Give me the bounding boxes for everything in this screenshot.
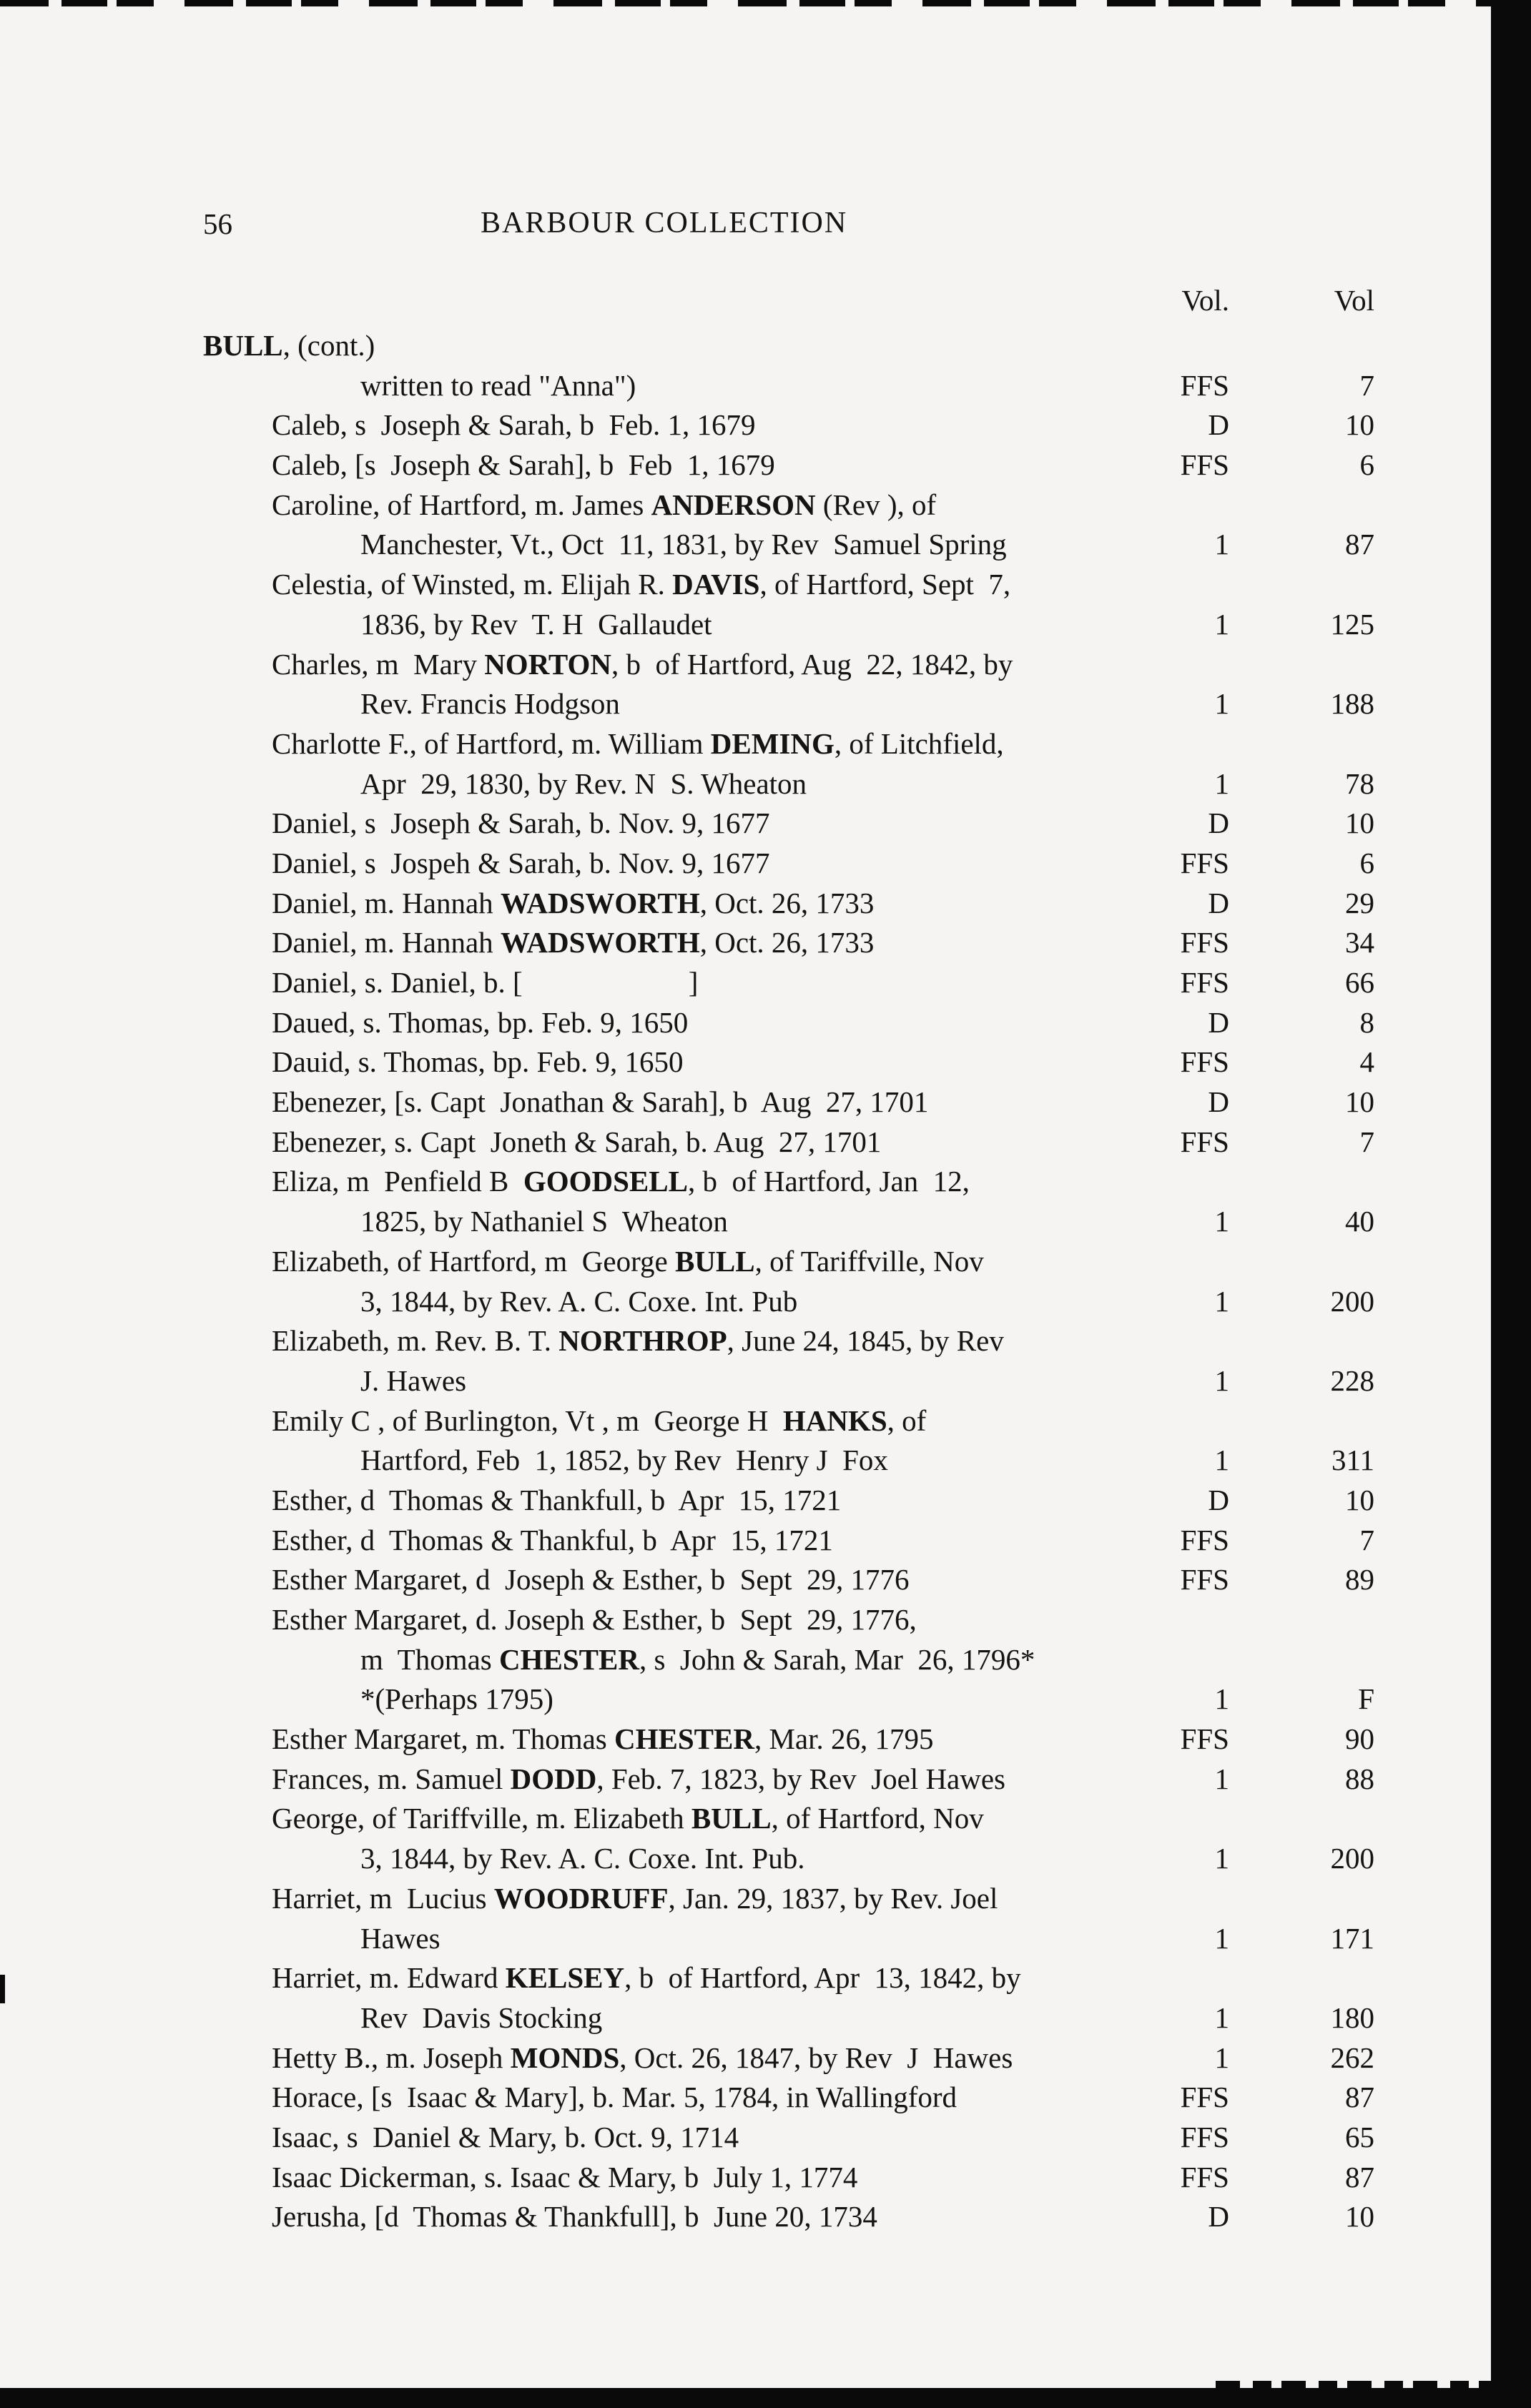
record-row: [0, 1719, 1531, 1760]
surname-text: BULL: [674, 1244, 755, 1278]
record-row: [0, 1919, 1531, 1959]
record-text-segment: Eliza, m Penfield B: [272, 1165, 523, 1198]
record-text: [0, 525, 1007, 565]
record-text: [0, 1958, 1021, 1998]
record-text-segment: Harriet, m Lucius: [272, 1881, 494, 1915]
vol2-cell: 7: [1359, 368, 1374, 402]
record-text-segment: , b of Hartford, Jan 12,: [687, 1165, 970, 1198]
record-text-segment: Apr 29, 1830, by Rev. N S. Wheaton: [360, 766, 807, 800]
vol1-cell: 1: [1214, 1205, 1229, 1238]
record-row: [0, 804, 1531, 844]
record-text-segment: 1825, by Nathaniel S Wheaton: [360, 1205, 728, 1238]
record-text: [0, 1003, 688, 1043]
record-text: [0, 764, 807, 804]
record-text-segment: , June 24, 1845, by Rev: [727, 1324, 1004, 1358]
vol2-cell: 10: [1345, 408, 1374, 442]
vol1-cell: FFS: [1180, 2120, 1229, 2153]
vol1-cell: FFS: [1180, 448, 1229, 482]
vol1-cell: 1: [1214, 1444, 1229, 1477]
record-text: [0, 1879, 998, 1919]
vol1-cell: 1: [1214, 528, 1229, 561]
vol1-cell: FFS: [1180, 1563, 1229, 1597]
vol-column-header-2: Vol: [1334, 284, 1374, 317]
record-text-segment: Daniel, m. Hannah: [272, 886, 501, 919]
record-text-segment: Esther Margaret, d. Joseph & Esther, b Sept 29, 1776,: [272, 1603, 917, 1636]
record-text-segment: Daniel, s Jospeh & Sarah, b. Nov. 9, 1677: [272, 846, 770, 879]
record-text-segment: , of Hartford, Nov: [771, 1802, 984, 1835]
record-text-segment: 3, 1844, by Rev. A. C. Coxe. Int. Pub: [360, 1284, 798, 1318]
column-headers: [0, 280, 1531, 320]
record-row: [0, 485, 1531, 525]
scan-bottom-dash-marks: [1216, 2381, 1491, 2389]
surname-text: MONDS: [510, 2041, 620, 2074]
record-text-segment: 1836, by Rev T. H Gallaudet: [360, 607, 712, 641]
vol1-cell: 1: [1214, 607, 1229, 641]
record-text-segment: J. Hawes: [360, 1363, 467, 1397]
record-text-segment: Daued, s. Thomas, bp. Feb. 9, 1650: [272, 1005, 689, 1039]
record-text: [0, 1441, 888, 1481]
record-row: [0, 1839, 1531, 1879]
record-row: [0, 1879, 1531, 1919]
scan-top-dashed-bar: [0, 0, 1531, 6]
vol2-cell: 66: [1345, 966, 1374, 999]
record-row: [0, 1242, 1531, 1282]
vol2-cell: F: [1358, 1682, 1374, 1716]
vol2-cell: 88: [1345, 1762, 1374, 1795]
surname-text: DEMING: [710, 726, 835, 760]
record-row: [0, 1799, 1531, 1839]
vol1-cell: 1: [1214, 2000, 1229, 2034]
vol2-cell: 125: [1330, 607, 1374, 641]
vol2-cell: 7: [1359, 1125, 1374, 1158]
vol2-cell: 10: [1345, 1483, 1374, 1516]
surname-text: BULL: [691, 1802, 772, 1835]
vol2-cell: 87: [1345, 528, 1374, 561]
vol1-cell: FFS: [1180, 1045, 1229, 1079]
vol2-cell: 87: [1345, 2081, 1374, 2114]
record-row: [0, 884, 1531, 924]
record-text-segment: , Mar. 26, 1795: [754, 1722, 934, 1756]
vol2-cell: 34: [1345, 926, 1374, 959]
record-text: [0, 565, 1010, 605]
record-row: [0, 366, 1531, 406]
vol1-cell: FFS: [1180, 1125, 1229, 1158]
record-text: [0, 844, 770, 884]
record-row: [0, 724, 1531, 764]
surname-text: DODD: [510, 1762, 597, 1795]
vol2-cell: 90: [1345, 1722, 1374, 1756]
record-row: [0, 1122, 1531, 1163]
record-text: [0, 485, 936, 525]
record-row: [0, 1679, 1531, 1719]
record-text: [0, 645, 1013, 685]
record-text-segment: , Jan. 29, 1837, by Rev. Joel: [668, 1881, 998, 1915]
vol1-cell: D: [1208, 2200, 1229, 2234]
record-text: [0, 1401, 926, 1441]
vol1-cell: FFS: [1180, 966, 1229, 999]
vol1-cell: FFS: [1180, 926, 1229, 959]
record-text: [0, 1282, 797, 1322]
record-text: [0, 884, 874, 924]
record-row: [0, 1401, 1531, 1441]
record-row: [0, 923, 1531, 963]
record-text-segment: , Oct. 26, 1847, by Rev J Hawes: [619, 2041, 1013, 2074]
record-row: [0, 1760, 1531, 1800]
vol1-cell: 1: [1214, 1921, 1229, 1955]
record-text-segment: Daniel, s Joseph & Sarah, b. Nov. 9, 1677: [272, 806, 770, 840]
vol2-cell: 200: [1330, 1842, 1374, 1875]
record-row: [0, 2197, 1531, 2237]
record-row: [0, 1600, 1531, 1640]
record-text-segment: Hartford, Feb 1, 1852, by Rev Henry J Fox: [360, 1444, 888, 1477]
record-text-segment: Horace, [s Isaac & Mary], b. Mar. 5, 1784, in Wallingford: [272, 2081, 958, 2114]
record-text: [0, 1998, 602, 2038]
record-row: [0, 1003, 1531, 1043]
vol1-cell: D: [1208, 1005, 1229, 1039]
vol2-cell: 180: [1330, 2000, 1374, 2034]
vol1-cell: D: [1208, 806, 1229, 840]
surname-text: WADSWORTH: [500, 926, 700, 959]
record-text-segment: , s John & Sarah, Mar 26, 1796*: [639, 1642, 1035, 1676]
vol2-cell: 29: [1345, 886, 1374, 919]
vol1-cell: D: [1208, 1085, 1229, 1119]
surname-text: WADSWORTH: [500, 886, 700, 919]
record-text-segment: Caleb, s Joseph & Sarah, b Feb. 1, 1679: [272, 408, 756, 442]
surname-text: NORTON: [484, 647, 611, 681]
record-text: [0, 1082, 928, 1122]
record-text: [0, 1321, 1004, 1361]
record-row: [0, 963, 1531, 1003]
record-text-segment: , of Litchfield,: [834, 726, 1004, 760]
vol2-cell: 78: [1345, 766, 1374, 800]
record-text-segment: , of Tariffville, Nov: [754, 1244, 984, 1278]
record-text-segment: Rev. Francis Hodgson: [360, 687, 620, 721]
record-text-segment: , b of Hartford, Aug 22, 1842, by: [611, 647, 1013, 681]
vol1-cell: 1: [1214, 687, 1229, 721]
vol1-cell: 1: [1214, 1363, 1229, 1397]
record-row: [0, 1202, 1531, 1242]
vol1-cell: 1: [1214, 1682, 1229, 1716]
record-text-segment: , of: [887, 1403, 927, 1437]
record-text-segment: Esther Margaret, m. Thomas: [272, 1722, 614, 1756]
record-text: [0, 1799, 984, 1839]
record-text-segment: Dauid, s. Thomas, bp. Feb. 9, 1650: [272, 1045, 684, 1079]
record-text-segment: Daniel, m. Hannah: [272, 926, 501, 959]
record-text-segment: Hetty B., m. Joseph: [272, 2041, 511, 2074]
surname-text: CHESTER: [499, 1642, 639, 1676]
vol1-cell: FFS: [1180, 846, 1229, 879]
page-number: 56: [203, 207, 232, 240]
record-text: [0, 684, 620, 724]
record-row: [0, 2038, 1531, 2078]
record-row: [0, 1998, 1531, 2038]
record-text-segment: ]: [688, 966, 699, 999]
record-text: [0, 1719, 934, 1760]
record-text-segment: Ebenezer, s. Capt Joneth & Sarah, b. Aug 27, 1701: [272, 1125, 882, 1158]
record-text: [0, 1122, 881, 1163]
record-text: [0, 1162, 970, 1202]
record-text-segment: Esther Margaret, d Joseph & Esther, b Sept 29, 1776: [272, 1563, 910, 1597]
surname-text: DAVIS: [672, 568, 760, 601]
record-text-segment: George, of Tariffville, m. Elizabeth: [272, 1802, 691, 1835]
record-text-segment: written to read "Anna"): [360, 368, 636, 402]
scan-bottom-black-bar: [0, 2388, 1531, 2408]
record-text-segment: Emily C , of Burlington, Vt , m George H: [272, 1403, 783, 1437]
record-row: [0, 445, 1531, 485]
vol2-cell: 171: [1330, 1921, 1374, 1955]
surname-text: ANDERSON: [651, 488, 816, 521]
record-text-segment: (Rev ), of: [815, 488, 937, 521]
record-text: [0, 2078, 957, 2118]
record-row: [0, 1640, 1531, 1680]
surname-text: BULL: [203, 329, 283, 362]
record-text: [0, 1242, 984, 1282]
record-text: [0, 1600, 917, 1640]
record-row: [0, 326, 1531, 366]
record-text-segment: Celestia, of Winsted, m. Elijah R.: [272, 568, 673, 601]
vol2-cell: 10: [1345, 806, 1374, 840]
vol2-cell: 7: [1359, 1523, 1374, 1556]
record-row: [0, 645, 1531, 685]
record-row: [0, 2158, 1531, 2198]
vol2-cell: 10: [1345, 1085, 1374, 1119]
vol1-cell: D: [1208, 1483, 1229, 1516]
record-row: [0, 1958, 1531, 1998]
record-text-segment: Charlotte F., of Hartford, m. William: [272, 726, 711, 760]
record-text-segment: Jerusha, [d Thomas & Thankfull], b June 20, 1734: [272, 2200, 877, 2234]
record-text-segment: Harriet, m. Edward: [272, 1961, 506, 1995]
record-text-segment: Esther, d Thomas & Thankfull, b Apr 15, 1721: [272, 1483, 842, 1516]
record-row: [0, 565, 1531, 605]
record-text-segment: Elizabeth, m. Rev. B. T.: [272, 1324, 559, 1358]
record-text-segment: Caleb, [s Joseph & Sarah], b Feb 1, 1679: [272, 448, 775, 482]
record-row: [0, 525, 1531, 565]
page-title: BARBOUR COLLECTION: [481, 207, 848, 240]
record-text: [0, 2197, 877, 2237]
record-row: [0, 1441, 1531, 1481]
vol1-cell: 1: [1214, 766, 1229, 800]
vol2-cell: 311: [1331, 1444, 1374, 1477]
record-row: [0, 1162, 1531, 1202]
surname-text: GOODSELL: [523, 1165, 688, 1198]
vol1-cell: FFS: [1180, 1722, 1229, 1756]
record-text-segment: Ebenezer, [s. Capt Jonathan & Sarah], b Aug 27, 1701: [272, 1085, 929, 1119]
record-row: [0, 2118, 1531, 2158]
vol1-cell: 1: [1214, 1762, 1229, 1795]
record-text-segment: Daniel, s. Daniel, b. [: [272, 966, 523, 999]
record-text: [0, 804, 770, 844]
record-text: [0, 326, 375, 366]
record-text-segment: Hawes: [360, 1921, 440, 1955]
vol2-cell: 200: [1330, 1284, 1374, 1318]
record-row: [0, 1082, 1531, 1122]
record-text-segment: Frances, m. Samuel: [272, 1762, 511, 1795]
record-text: [0, 1839, 804, 1879]
record-text-segment: , of Hartford, Sept 7,: [759, 568, 1011, 601]
record-text: [0, 1481, 841, 1521]
surname-text: CHESTER: [614, 1722, 754, 1756]
record-text: [0, 445, 775, 485]
record-text: [0, 2118, 739, 2158]
record-row: [0, 405, 1531, 445]
vol1-cell: D: [1208, 408, 1229, 442]
record-row: [0, 1481, 1531, 1521]
record-text: [0, 1042, 684, 1082]
record-text: [0, 2038, 1013, 2078]
vol1-cell: FFS: [1180, 368, 1229, 402]
record-text-segment: Isaac Dickerman, s. Isaac & Mary, b July 1, 1774: [272, 2160, 858, 2194]
records-list: [0, 326, 1531, 2237]
vol2-cell: 6: [1359, 448, 1374, 482]
vol2-cell: 87: [1345, 2160, 1374, 2194]
vol2-cell: 8: [1359, 1005, 1374, 1039]
record-text: [0, 1760, 1005, 1800]
record-text-segment: 3, 1844, by Rev. A. C. Coxe. Int. Pub.: [360, 1842, 805, 1875]
vol2-cell: 228: [1330, 1363, 1374, 1397]
record-text: [0, 366, 636, 406]
record-row: [0, 1321, 1531, 1361]
surname-text: NORTHROP: [558, 1324, 727, 1358]
record-text: [0, 1919, 440, 1959]
surname-text: KELSEY: [505, 1961, 625, 1995]
vol1-cell: D: [1208, 886, 1229, 919]
record-row: [0, 684, 1531, 724]
record-row: [0, 764, 1531, 804]
vol2-cell: 10: [1345, 2200, 1374, 2234]
record-text-segment: Manchester, Vt., Oct 11, 1831, by Rev Samuel Spring: [360, 528, 1007, 561]
record-row: [0, 2078, 1531, 2118]
record-text-segment: *(Perhaps 1795): [360, 1682, 553, 1716]
vol1-cell: 1: [1214, 1284, 1229, 1318]
record-row: [0, 1521, 1531, 1561]
vol2-cell: 65: [1345, 2120, 1374, 2153]
record-text-segment: , Feb. 7, 1823, by Rev Joel Hawes: [596, 1762, 1006, 1795]
vol1-cell: 1: [1214, 1842, 1229, 1875]
record-text-segment: Caroline, of Hartford, m. James: [272, 488, 651, 521]
record-text-segment: Elizabeth, of Hartford, m George: [272, 1244, 675, 1278]
record-text: [0, 1202, 728, 1242]
record-text: [0, 1361, 466, 1401]
vol2-cell: 262: [1330, 2041, 1374, 2074]
record-text: [0, 923, 874, 963]
record-text-segment: , (cont.): [282, 329, 375, 362]
record-row: [0, 1560, 1531, 1600]
record-text: [0, 1640, 1035, 1680]
vol-column-header-1: Vol.: [1181, 284, 1229, 317]
surname-text: WOODRUFF: [493, 1881, 669, 1915]
record-text: [0, 1521, 833, 1561]
vol1-cell: FFS: [1180, 2160, 1229, 2194]
record-text-segment: , Oct. 26, 1733: [699, 926, 875, 959]
record-row: [0, 1282, 1531, 1322]
record-text-segment: , b of Hartford, Apr 13, 1842, by: [624, 1961, 1021, 1995]
vol2-cell: 4: [1359, 1045, 1374, 1079]
record-text-segment: , Oct. 26, 1733: [699, 886, 875, 919]
record-text-segment: Rev Davis Stocking: [360, 2000, 603, 2034]
record-text: [0, 724, 1004, 764]
record-text: [0, 1560, 910, 1600]
record-text: [0, 2158, 857, 2198]
vol1-cell: FFS: [1180, 2081, 1229, 2114]
vol2-cell: 40: [1345, 1205, 1374, 1238]
vol2-cell: 89: [1345, 1563, 1374, 1597]
record-row: [0, 1042, 1531, 1082]
vol2-cell: 188: [1330, 687, 1374, 721]
record-text: [0, 405, 755, 445]
record-text-segment: Isaac, s Daniel & Mary, b. Oct. 9, 1714: [272, 2120, 739, 2153]
record-text: [0, 1679, 553, 1719]
surname-text: HANKS: [782, 1403, 887, 1437]
record-row: [0, 1361, 1531, 1401]
vol2-cell: 6: [1359, 846, 1374, 879]
record-text-segment: m Thomas: [360, 1642, 499, 1676]
record-text: [0, 605, 712, 645]
record-text-segment: Charles, m Mary: [272, 647, 485, 681]
vol1-cell: FFS: [1180, 1523, 1229, 1556]
record-row: [0, 605, 1531, 645]
record-text-segment: Esther, d Thomas & Thankful, b Apr 15, 1721: [272, 1523, 833, 1556]
record-row: [0, 844, 1531, 884]
vol1-cell: 1: [1214, 2041, 1229, 2074]
record-text: [0, 963, 698, 1003]
